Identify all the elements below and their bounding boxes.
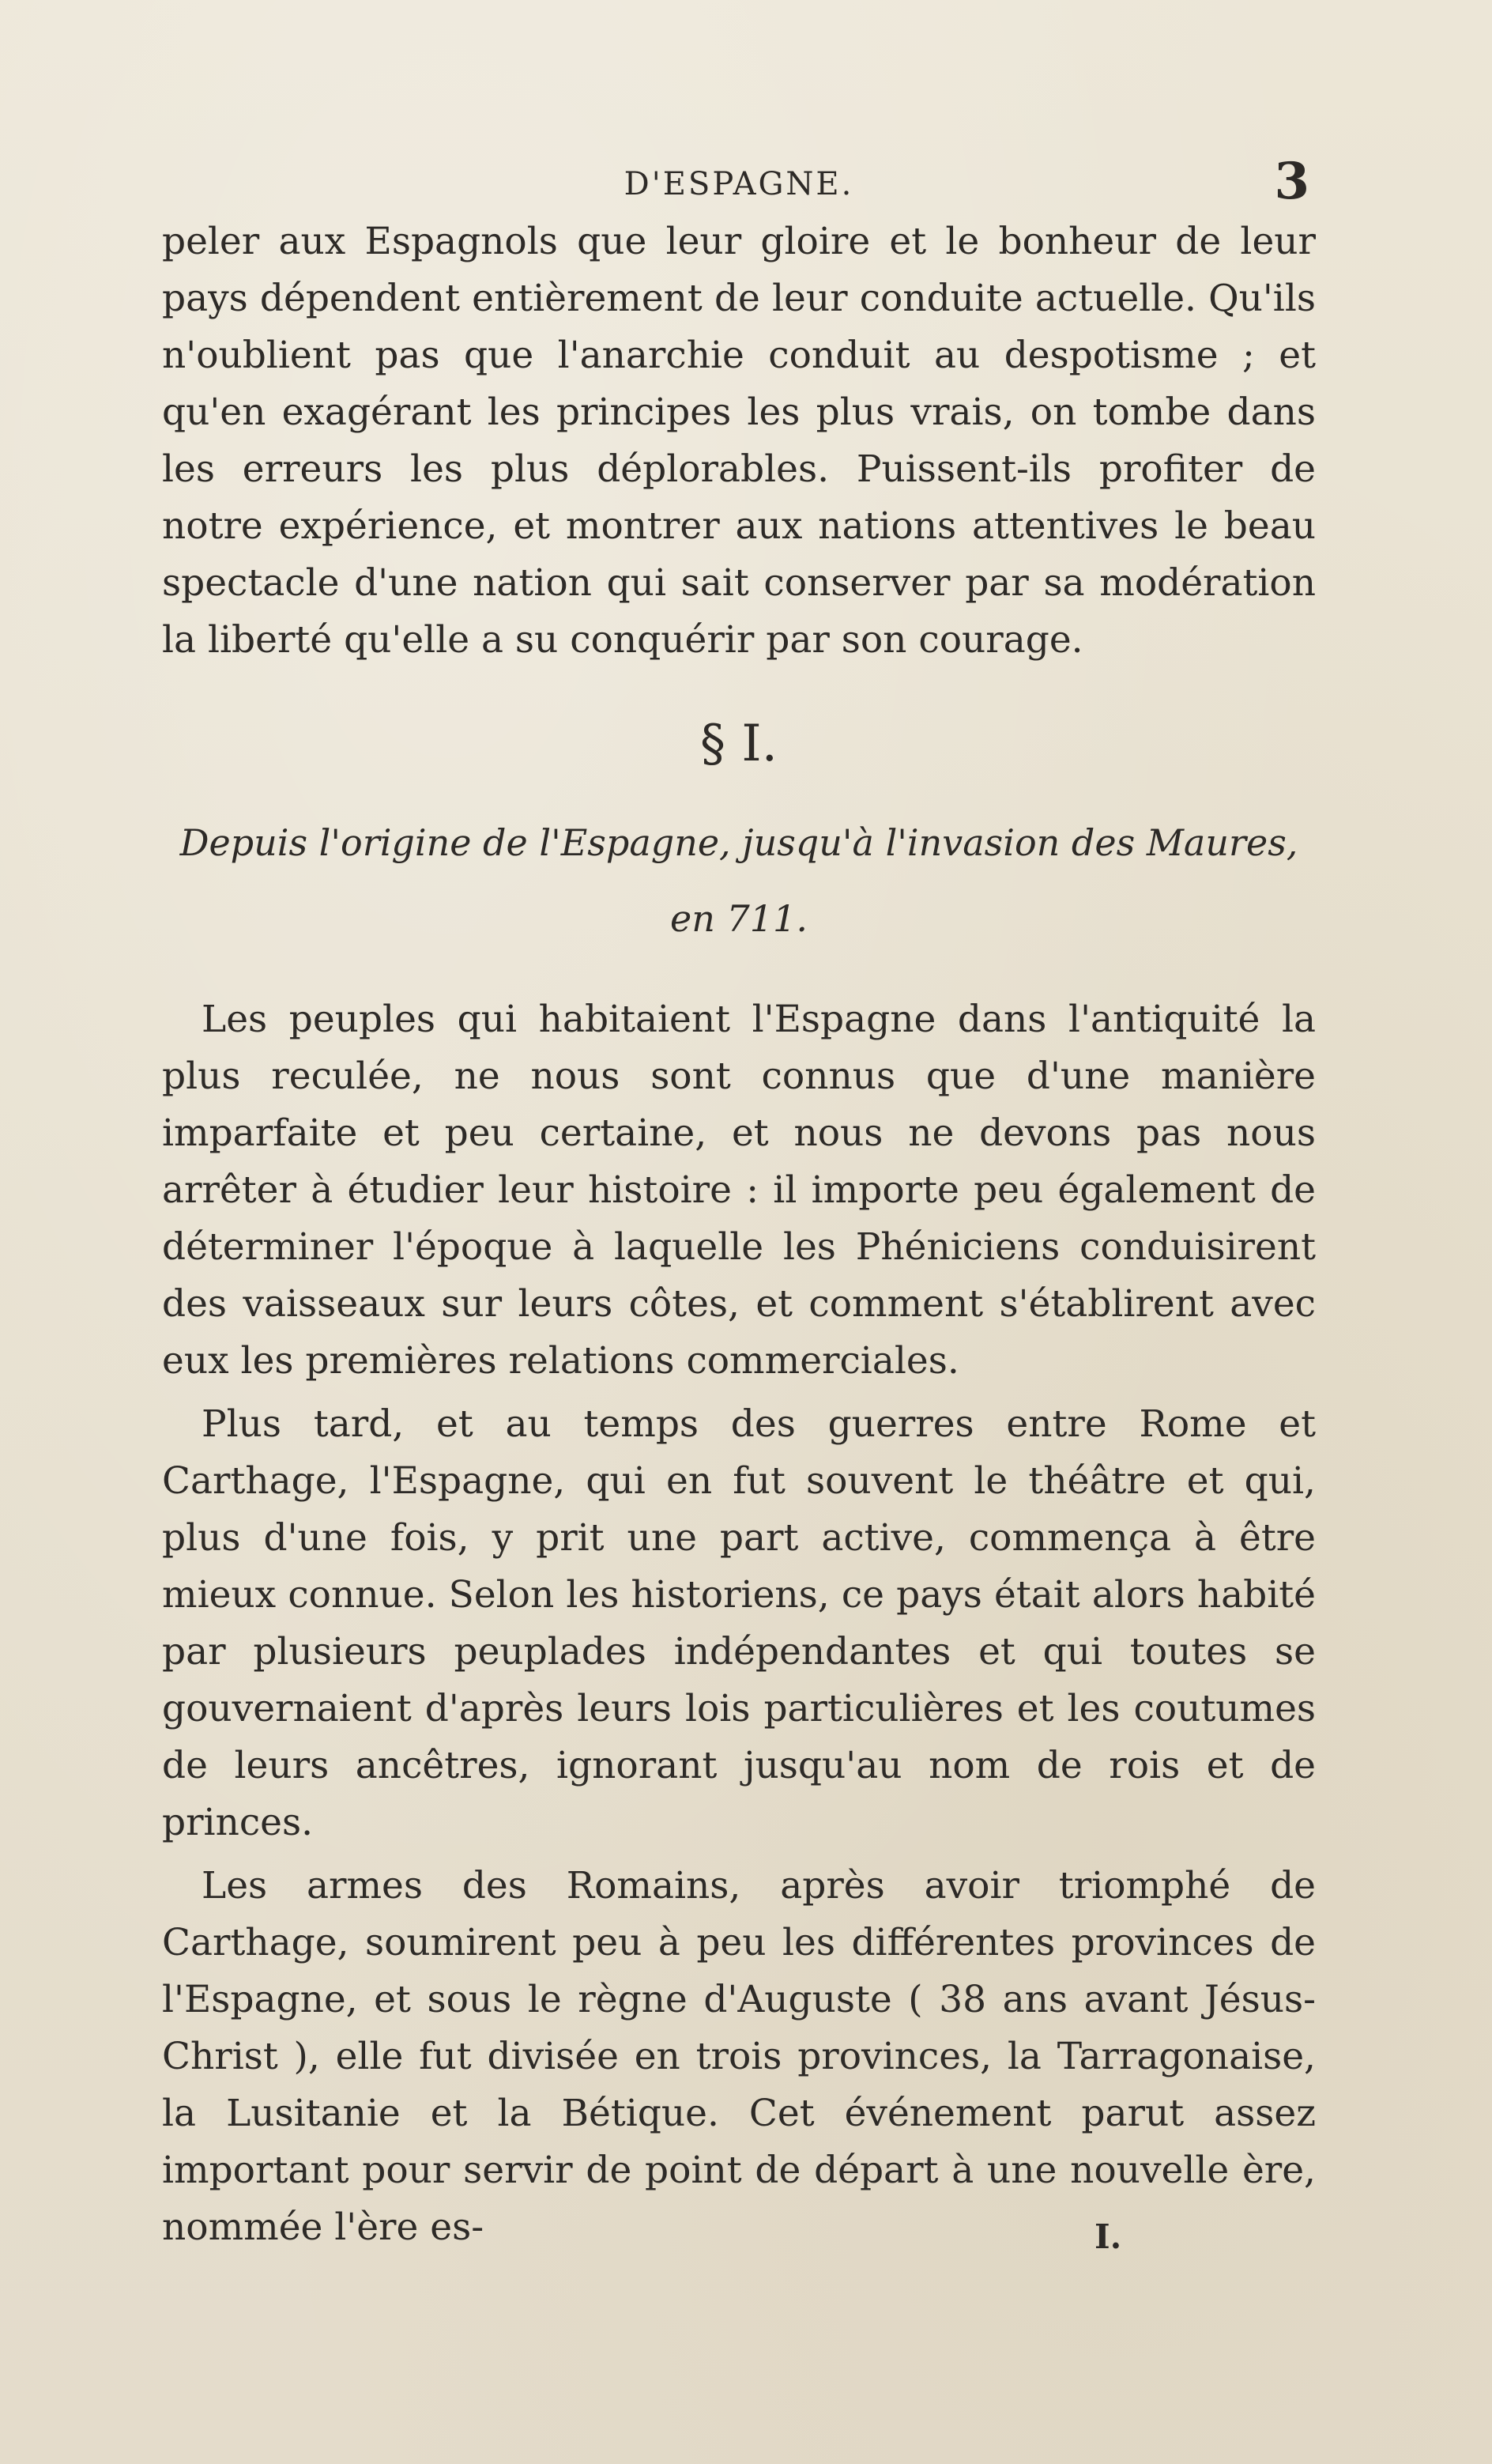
page-number: 3 (1274, 152, 1309, 211)
section-mark: § I. (700, 715, 778, 773)
page-body (162, 213, 1316, 2256)
section-title: Depuis l'origine de l'Espagne, jusqu'à l'invasion des Maures, en 711. (179, 821, 1298, 940)
paragraph: Plus tard, et au temps des guerres entre Rome et Carthage, l'Espagne, qui en fut souvent le théâtre et qui, plus d'une fois, y prit une part active, commença à être mieux connue. Selon les historiens, ce pays était alors habité par plusieurs peuplades indépendantes et qui toutes se gouvernaient d'après leurs lois particulières et les coutumes de leurs ancêtres, ignorant jusqu'au nom de rois et de princes. (162, 1402, 1316, 1844)
paragraph: Les peuples qui habitaient l'Espagne dans l'antiquité la plus reculée, ne nous sont connus que d'une manière imparfaite et peu certaine, et nous ne devons pas nous arrêter à étudier leur histoire : il importe peu également de déterminer l'époque à laquelle les Phéniciens conduisirent des vaisseaux sur leurs côtes, et comment s'établirent avec eux les premières relations commerciales. (162, 998, 1316, 1383)
paragraph: peler aux Espagnols que leur gloire et le bonheur de leur pays dépendent entièrement de leur conduite actuelle. Qu'ils n'oublient pas que l'anarchie conduit au despotisme ; et qu'en exagérant les principes les plus vrais, on tombe dans les erreurs les plus déplorables. Puissent-ils profiter de notre expérience, et montrer aux nations attentives le beau spectacle d'une nation qui sait conserver par sa modération la liberté qu'elle a su conquérir par son courage. (162, 220, 1316, 662)
running-head: D'ESPAGNE. (624, 166, 854, 202)
signature-mark: I. (1095, 2217, 1122, 2256)
paragraph: Les armes des Romains, après avoir triomphé de Carthage, soumirent peu à peu les différentes provinces de l'Espagne, et sous le règne d'Auguste ( 38 ans avant Jésus-Christ ), elle fut divisée en trois provinces, la Tarragonaise, la Lusitanie et la Bétique. Cet événement parut assez important pour servir de point de départ à une nouvelle ère, nommée l'ère es- (162, 1864, 1316, 2249)
